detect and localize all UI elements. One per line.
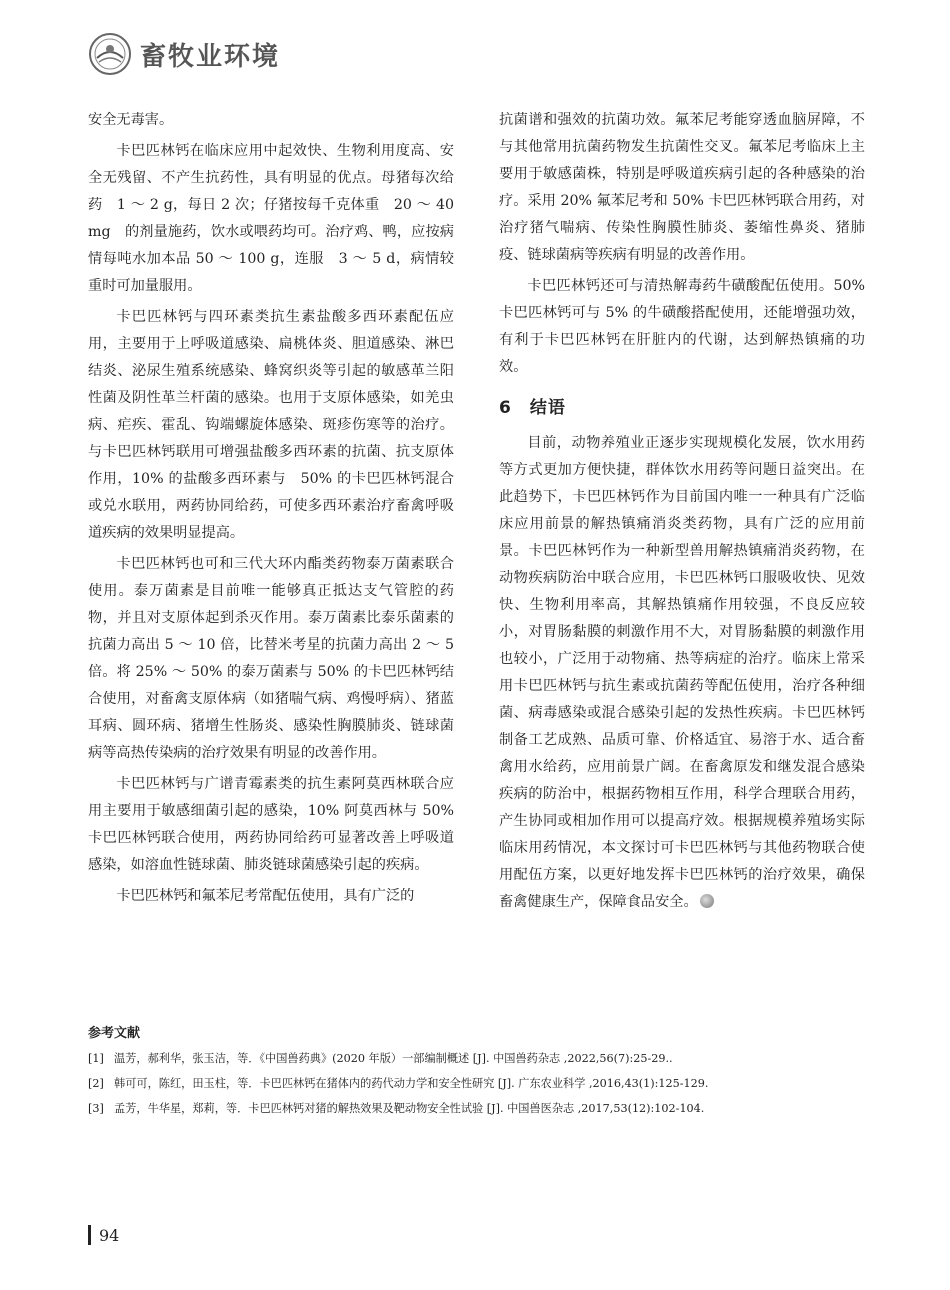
reference-number: [1]	[88, 1052, 104, 1065]
footer-divider	[88, 1225, 91, 1245]
paragraph: 卡巴匹林钙还可与清热解毒药牛磺酸配伍使用。50% 卡巴匹林钙可与 5% 的牛磺酸搭配使用，还能增强功效，有利于卡巴匹林钙在肝脏内的代谢，达到解热镇痛的功效。	[499, 278, 865, 375]
reference-number: [3]	[88, 1102, 104, 1115]
reference-item	[88, 1076, 868, 1092]
journal-emblem-icon	[88, 32, 132, 76]
references-title: 参考文献	[88, 1026, 141, 1041]
page-footer	[88, 1224, 119, 1246]
reference-number: [2]	[88, 1077, 104, 1090]
conclusion-text: 目前，动物养殖业正逐步实现规模化发展，饮水用药等方式更加方便快捷，群体饮水用药等问题日益突出。在此趋势下，卡巴匹林钙作为目前国内唯一一种具有广泛临床应用前景的解热镇痛消炎类药物，具有广泛的应用前景。卡巴匹林钙作为一种新型兽用解热镇痛消炎药物，在动物疾病防治中联合应用，卡巴匹林钙口服吸收快、见效快、生物利用率高，其解热镇痛作用较强，不良反应较小，对胃肠黏膜的刺激作用不大，对胃肠黏膜的刺激作用也较小，广泛用于动物痛、热等病症的治疗。临床上常采用卡巴匹林钙与抗生素或抗菌药等配伍使用，治疗各种细菌、病毒感染或混合感染引起的发热性疾病。卡巴匹林钙制备工艺成熟、品质可靠、价格适宜、易溶于水、适合畜禽用水给药，应用前景广阔。在畜禽原发和继发混合感染疾病的防治中，根据药物相互作用，科学合理联合用药，产生协同或相加作用可以提高疗效。根据规模养殖场实际临床用药情况，本文探讨可卡巴匹林钙与其他药物联合使用配伍方案，以更好地发挥卡巴匹林钙的治疗效果，确保畜禽健康生产，保障食品安全。	[499, 435, 865, 910]
journal-title: 畜牧业环境	[140, 41, 281, 72]
paragraph: 抗菌谱和强效的抗菌功效。氟苯尼考能穿透血脑屏障，不与其他常用抗菌药物发生抗菌性交叉。氟苯尼考临床上主要用于敏感菌株，特别是呼吸道疾病引起的各种感染的治疗。采用 20% 氟苯尼考和 50% 卡巴匹林钙联合用药，对治疗猪气喘病、传染性胸膜性肺炎、萎缩性鼻炎、猪肺疫、链球菌病等疾病有明显的改善作用。	[499, 112, 865, 263]
references	[88, 1022, 868, 1126]
reference-item	[88, 1101, 868, 1117]
reference-text: 温芳，郝利华，张玉洁，等．《中国兽药典》(2020 年版）一部编制概述 [J]. 中国兽药杂志 ,2022,56(7):25-29..	[114, 1052, 673, 1065]
reference-item	[88, 1051, 868, 1067]
paragraph: 卡巴匹林钙也可和三代大环内酯类药物泰万菌素联合使用。泰万菌素是目前唯一能够真正抵达支气管腔的药物，并且对支原体起到杀灭作用。泰万菌素比泰乐菌素的抗菌力高出 5 ～ 10 倍，比替米考星的抗菌力高出 2 ～ 5 倍。将 25% ～ 50% 的泰万菌素与 50% 的卡巴匹林钙结合使用，对畜禽支原体病（如猪喘气病、鸡慢呼病）、猪蓝耳病、圆环病、猪增生性肠炎、感染性胸膜肺炎、链球菌病等高热传染病的治疗效果有明显的改善作用。	[88, 556, 454, 761]
paragraph: 卡巴匹林钙和氟苯尼考常配伍使用，具有广泛的	[116, 888, 415, 904]
conclusion-paragraph	[499, 430, 865, 916]
paragraph: 卡巴匹林钙在临床应用中起效快、生物利用度高、安全无残留、不产生抗药性，具有明显的优点。母猪每次给药 1 ～ 2 g，每日 2 次；仔猪按每千克体重 20 ～ 40 mg 的剂量施药，饮水或喂药均可。治疗鸡、鸭，应按病情每吨水加本品 50 ～ 100 g，连服 3 ～ 5 d，病情较重时可加量服用。	[88, 143, 454, 294]
right-column	[499, 107, 865, 916]
page-number: 94	[99, 1225, 120, 1245]
paragraph: 卡巴匹林钙与广谱青霉素类的抗生素阿莫西林联合应用主要用于敏感细菌引起的感染，10% 阿莫西林与 50% 卡巴匹林钙联合使用，两药协同给药可显著改善上呼吸道感染，如溶血性链球菌、肺炎链球菌感染引起的疾病。	[88, 776, 454, 873]
reference-text: 孟芳，牛华星，郑莉，等．卡巴匹林钙对猪的解热效果及靶动物安全性试验 [J]. 中国兽医杂志 ,2017,53(12):102-104.	[114, 1102, 705, 1115]
reference-text: 韩可可，陈红，田玉柱，等．卡巴匹林钙在猪体内的药代动力学和安全性研究 [J]. 广东农业科学 ,2016,43(1):125-129.	[114, 1077, 709, 1090]
end-mark-icon	[700, 894, 714, 908]
left-column	[88, 107, 454, 910]
paragraph: 安全无毒害。	[88, 112, 174, 128]
section-heading: 6 结语	[499, 398, 566, 418]
paragraph: 卡巴匹林钙与四环素类抗生素盐酸多西环素配伍应用，主要用于上呼吸道感染、扁桃体炎、胆道感染、淋巴结炎、泌尿生殖系统感染、蜂窝织炎等引起的敏感革兰阳性菌及阴性革兰杆菌的感染。也用于支原体感染，如羌虫病、疟疾、霍乱、钩端螺旋体感染、斑疹伤寒等的治疗。与卡巴匹林钙联用可增强盐酸多西环素的抗菌、抗支原体作用，10% 的盐酸多西环素与 50% 的卡巴匹林钙混合或兑水联用，两药协同给药，可使多西环素治疗畜禽呼吸道疾病的效果明显提高。	[88, 309, 454, 541]
journal-header	[88, 30, 280, 78]
